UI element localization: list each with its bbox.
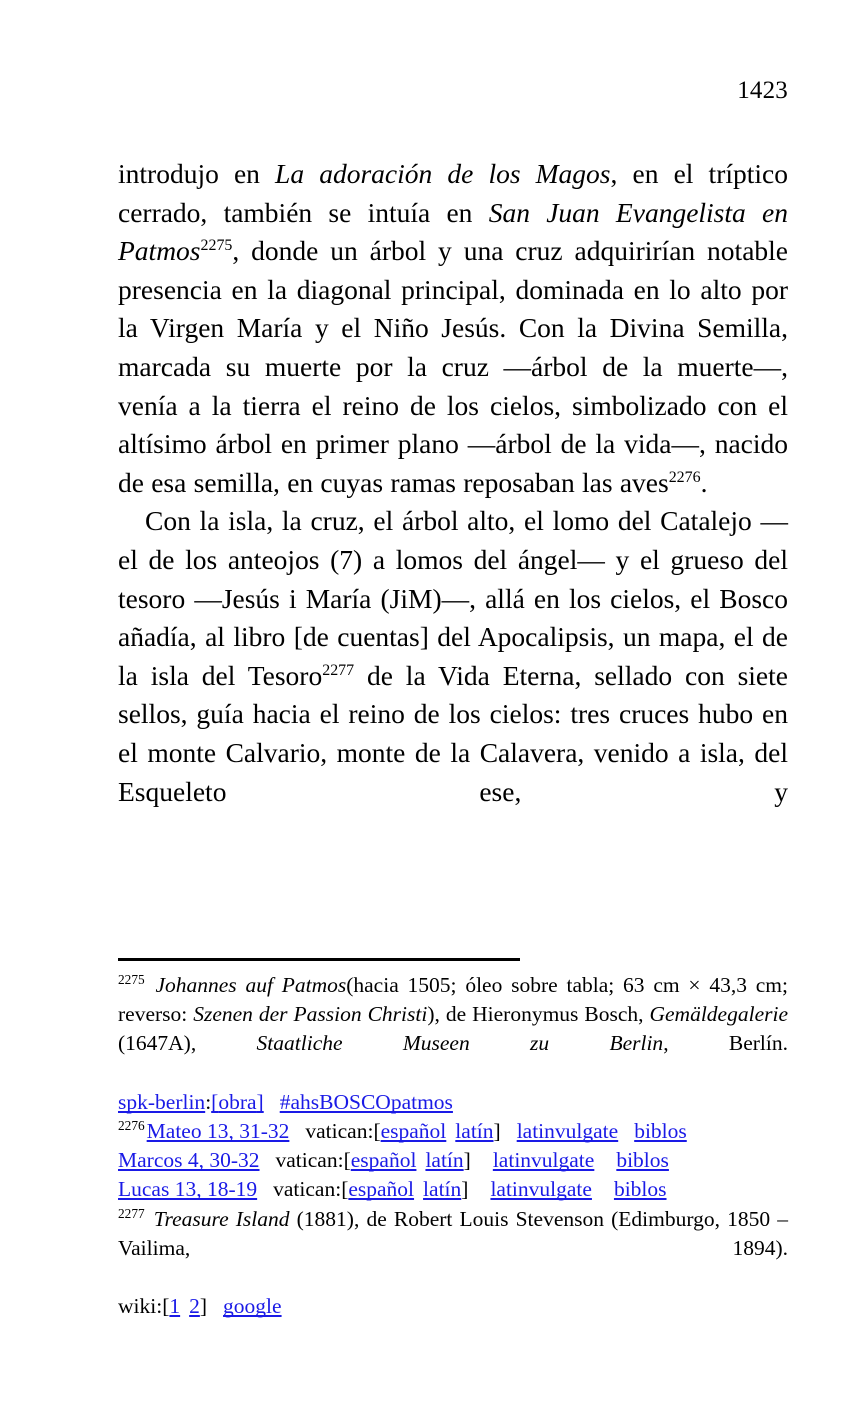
italic-run: San Juan Evangelista en Patmos xyxy=(118,196,788,267)
page-number: 1423 xyxy=(737,77,788,104)
link-ahs-bosco-patmos[interactable]: #ahsBOSCOpatmos xyxy=(279,1089,453,1114)
footnote-2276-row-2-bracket-open: [ xyxy=(341,1177,349,1202)
link-latin-mateo[interactable]: latín xyxy=(455,1119,494,1144)
italic-run: La adoración de los Magos xyxy=(275,158,611,189)
footnote-2275-links xyxy=(118,1088,788,1117)
paragraph-isla xyxy=(118,502,788,849)
footnote-2276-row-2-source: vatican: xyxy=(273,1177,342,1202)
footnote-2275-museum: Staatliche Museen zu Berlin xyxy=(256,1031,664,1056)
link-wiki-2[interactable]: 2 xyxy=(189,1294,200,1319)
bracket-close-obra[interactable]: ] xyxy=(256,1089,264,1114)
footnote-2275-city: , Berlín. xyxy=(663,1031,788,1056)
footnote-2275-paren-open: (hacia 1505; óleo sobre tabla; 63 cm × 43,3 cm; reverso: xyxy=(118,973,788,1027)
link-latinvulgate-lucas[interactable]: latinvulgate xyxy=(490,1177,592,1202)
footnote-2276-row-1-bracket-close: ] xyxy=(463,1148,471,1173)
text-run: de la Vida Eterna, sellado con siete sellos, guía hacia el reino de los cielos: tres cruces hubo en el monte Calvario, monte de la Calavera, venido a isla, del Esqueleto ese, y xyxy=(118,659,788,807)
text-run: . xyxy=(700,466,708,498)
text-run: , donde un árbol y una cruz adquirirían notable presencia en la diagonal principal, dominada en lo alto por la Virgen María y el Niño Jesús. Con la Divina Semilla, marcada su muerte por la cruz —árbol de la muerte—, venía a la tierra el reino de los cielos, simbolizado con el altísimo árbol en primer plano —árbol de la vida—, nacido de esa semilla, en cuyas ramas reposaban las aves xyxy=(118,235,788,498)
link-citation-lucas[interactable]: Lucas 13, 18-19 xyxy=(118,1177,258,1202)
footnote-reference-2276[interactable]: 2276 xyxy=(668,468,701,486)
link-obra[interactable]: obra xyxy=(218,1089,257,1114)
footnote-2277-marker: 2277 xyxy=(118,1205,145,1221)
footnote-2276-row-1-source: vatican: xyxy=(275,1148,344,1173)
link-spk-berlin[interactable]: spk-berlin xyxy=(118,1089,206,1114)
footnote-2275-after-reverse: ), de Hieronymus Bosch, xyxy=(427,1002,650,1027)
footnote-reference-2277[interactable]: 2277 xyxy=(322,661,355,679)
footnote-2275-work-title: Johannes auf Patmos xyxy=(155,973,347,997)
par-magos-rich xyxy=(118,158,788,498)
link-google[interactable]: google xyxy=(223,1294,282,1319)
footnote-2276-row-2 xyxy=(118,1175,788,1204)
link-latin-lucas[interactable]: latín xyxy=(423,1177,462,1202)
link-latinvulgate-marcos[interactable]: latinvulgate xyxy=(492,1148,595,1173)
text-run: Con la isla, la cruz, el árbol alto, el lomo del Catalejo —el de los anteojos (7) a lomos del ángel— y el grueso del tesoro —Jesús i María (JiM)—, allá en los cielos, el Bosco añadía, al libro [de cuentas] del Apocalipsis, un mapa, el de la isla del Tesoro xyxy=(118,505,788,691)
link-biblos-lucas[interactable]: biblos xyxy=(613,1177,667,1202)
footnote-2277 xyxy=(118,1205,788,1293)
link-biblos-marcos[interactable]: biblos xyxy=(616,1148,669,1173)
footnote-area xyxy=(118,958,788,1321)
link-biblos-mateo[interactable]: biblos xyxy=(634,1119,687,1144)
footnote-2276-row-2-bracket-close: ] xyxy=(461,1177,469,1202)
link-latin-marcos[interactable]: latín xyxy=(425,1148,464,1173)
footnote-2275-reverse-title: Szenen der Passion Christi xyxy=(193,1002,428,1027)
footnote-2277-work-title: Treasure Island xyxy=(153,1206,290,1231)
link-citation-marcos[interactable]: Marcos 4, 30-32 xyxy=(118,1148,260,1173)
footnote-2276-row-0 xyxy=(118,1117,788,1146)
footnote-2276-row-0-bracket-close: ] xyxy=(493,1119,501,1144)
footnote-2276-row-0-source: vatican: xyxy=(305,1119,374,1144)
link-espanol-lucas[interactable]: español xyxy=(348,1177,415,1202)
link-espanol-mateo[interactable]: español xyxy=(380,1119,447,1144)
main-text-block xyxy=(118,155,788,850)
folio-row xyxy=(118,78,788,103)
footnote-2276-row-1-bracket-open: [ xyxy=(343,1148,351,1173)
bracket-open-obra[interactable]: [ xyxy=(211,1089,219,1114)
footnote-2275-marker: 2275 xyxy=(118,972,145,988)
footnote-reference-2275[interactable]: 2275 xyxy=(200,237,233,255)
footnote-2275-colon: : xyxy=(205,1089,212,1114)
footnote-separator-rule xyxy=(118,958,520,961)
par-isla-rich xyxy=(118,505,788,806)
link-espanol-marcos[interactable]: español xyxy=(350,1148,417,1173)
link-latinvulgate-mateo[interactable]: latinvulgate xyxy=(516,1119,619,1144)
footnote-2275-gallery: Gemäldegalerie xyxy=(649,1002,788,1027)
text-run: , en el tríptico cerrado, también se intuía en xyxy=(118,158,788,228)
footnote-2277-source: wiki: xyxy=(118,1294,163,1319)
footnote-2276-row-1 xyxy=(118,1146,788,1175)
footnote-2277-bracket-close: ] xyxy=(199,1294,208,1319)
footnote-2275 xyxy=(118,971,788,1088)
footnote-2275-inventory: (1647A), xyxy=(118,1031,257,1056)
link-citation-mateo[interactable]: Mateo 13, 31-32 xyxy=(146,1119,290,1144)
text-run: introdujo en xyxy=(118,158,276,189)
footnote-2276-row-0-bracket-open: [ xyxy=(373,1119,381,1144)
footnote-2277-bracket-open: [ xyxy=(162,1294,170,1319)
link-wiki-1[interactable]: 1 xyxy=(169,1294,181,1319)
footnote-2277-links xyxy=(118,1292,788,1321)
paragraph-magos xyxy=(118,155,788,502)
footnote-2277-details: (1881), de Robert Louis Stevenson (Edimburgo, 1850 – Vailima, 1894). xyxy=(118,1206,788,1260)
footnote-2276-marker: 2276 xyxy=(118,1118,145,1134)
